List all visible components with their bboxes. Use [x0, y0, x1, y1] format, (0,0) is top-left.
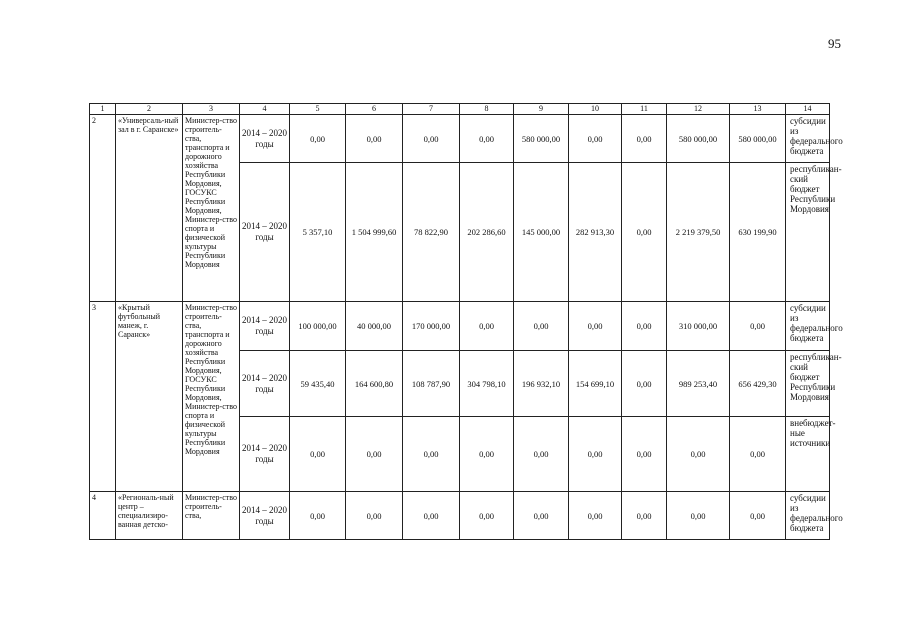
value-cell: 1 504 999,60	[346, 163, 403, 302]
value-cell: 0,00	[622, 163, 667, 302]
value-cell: 989 253,40	[667, 351, 730, 417]
value-cell: 40 000,00	[346, 302, 403, 351]
value-cell: 0,00	[622, 351, 667, 417]
project-name: «Крытый футбольный манеж, г. Саранск»	[116, 302, 183, 492]
value-cell: 0,00	[514, 417, 569, 492]
period-cell: 2014 – 2020 годы	[240, 492, 290, 540]
project-number: 4	[90, 492, 116, 540]
value-cell: 145 000,00	[514, 163, 569, 302]
value-cell: 0,00	[730, 417, 786, 492]
column-number: 11	[622, 104, 667, 115]
value-cell: 0,00	[460, 417, 514, 492]
value-cell: 304 798,10	[460, 351, 514, 417]
column-number-row	[90, 104, 830, 115]
value-cell: 0,00	[290, 115, 346, 163]
value-cell: 164 600,80	[346, 351, 403, 417]
value-cell: 59 435,40	[290, 351, 346, 417]
project-name: «Региональ-ный центр – специализиро-ванная детско-	[116, 492, 183, 540]
column-number: 6	[346, 104, 403, 115]
funding-source: республикан-ский бюджет Республики Мордовия	[786, 163, 830, 302]
column-number: 2	[116, 104, 183, 115]
value-cell: 0,00	[290, 417, 346, 492]
funding-source: республикан-ский бюджет Республики Мордовия	[786, 351, 830, 417]
value-cell: 0,00	[346, 115, 403, 163]
column-number: 13	[730, 104, 786, 115]
funding-source: субсидии из федерального бюджета	[786, 115, 830, 163]
value-cell: 0,00	[569, 115, 622, 163]
value-cell: 0,00	[514, 302, 569, 351]
value-cell: 0,00	[622, 492, 667, 540]
value-cell: 282 913,30	[569, 163, 622, 302]
value-cell: 5 357,10	[290, 163, 346, 302]
project-number: 2	[90, 115, 116, 302]
column-number: 3	[183, 104, 240, 115]
value-cell: 154 699,10	[569, 351, 622, 417]
value-cell: 0,00	[403, 115, 460, 163]
value-cell: 0,00	[730, 302, 786, 351]
value-cell: 580 000,00	[514, 115, 569, 163]
responsible-executor: Министер-ство строитель-ства, транспорта и дорожного хозяйства Республики Мордовия, ГОСУКС Республики Мордовия, Министер-ство спорта и физической культуры Республики Мордовия	[183, 115, 240, 302]
column-number: 8	[460, 104, 514, 115]
column-number: 7	[403, 104, 460, 115]
period-cell: 2014 – 2020 годы	[240, 115, 290, 163]
value-cell: 0,00	[403, 492, 460, 540]
value-cell: 78 822,90	[403, 163, 460, 302]
column-number: 10	[569, 104, 622, 115]
value-cell: 580 000,00	[667, 115, 730, 163]
value-cell: 100 000,00	[290, 302, 346, 351]
value-cell: 0,00	[514, 492, 569, 540]
value-cell: 0,00	[403, 417, 460, 492]
value-cell: 0,00	[290, 492, 346, 540]
funding-source: субсидии из федерального бюджета	[786, 302, 830, 351]
project-name: «Универсаль-ный зал в г. Саранске»	[116, 115, 183, 302]
column-number: 14	[786, 104, 830, 115]
value-cell: 0,00	[346, 492, 403, 540]
value-cell: 0,00	[569, 492, 622, 540]
value-cell: 0,00	[622, 115, 667, 163]
value-cell: 0,00	[460, 492, 514, 540]
funding-source: внебюджет-ные источники	[786, 417, 830, 492]
period-cell: 2014 – 2020 годы	[240, 417, 290, 492]
value-cell: 0,00	[569, 302, 622, 351]
value-cell: 0,00	[569, 417, 622, 492]
value-cell: 108 787,90	[403, 351, 460, 417]
column-number: 12	[667, 104, 730, 115]
value-cell: 0,00	[622, 417, 667, 492]
value-cell: 656 429,30	[730, 351, 786, 417]
column-number: 9	[514, 104, 569, 115]
value-cell: 196 932,10	[514, 351, 569, 417]
value-cell: 630 199,90	[730, 163, 786, 302]
value-cell: 580 000,00	[730, 115, 786, 163]
value-cell: 202 286,60	[460, 163, 514, 302]
value-cell: 0,00	[622, 302, 667, 351]
budget-table	[89, 103, 843, 540]
value-cell: 0,00	[667, 417, 730, 492]
project-number: 3	[90, 302, 116, 492]
value-cell: 2 219 379,50	[667, 163, 730, 302]
value-cell: 0,00	[667, 492, 730, 540]
table-row	[90, 492, 830, 540]
value-cell: 0,00	[460, 302, 514, 351]
responsible-executor: Министер-ство строитель-ства, транспорта и дорожного хозяйства Республики Мордовия, ГОСУКС Республики Мордовия, Министер-ство спорта и физической культуры Республики Мордовия	[183, 302, 240, 492]
page-number: 95	[828, 36, 841, 51]
period-cell: 2014 – 2020 годы	[240, 302, 290, 351]
period-cell: 2014 – 2020 годы	[240, 163, 290, 302]
value-cell: 310 000,00	[667, 302, 730, 351]
value-cell: 0,00	[730, 492, 786, 540]
value-cell: 0,00	[346, 417, 403, 492]
column-number: 1	[90, 104, 116, 115]
table-row	[90, 115, 830, 163]
period-cell: 2014 – 2020 годы	[240, 351, 290, 417]
table-row	[90, 302, 830, 351]
column-number: 4	[240, 104, 290, 115]
funding-source: субсидии из федерального бюджета	[786, 492, 830, 540]
value-cell: 0,00	[460, 115, 514, 163]
responsible-executor: Министер-ство строитель-ства,	[183, 492, 240, 540]
value-cell: 170 000,00	[403, 302, 460, 351]
column-number: 5	[290, 104, 346, 115]
